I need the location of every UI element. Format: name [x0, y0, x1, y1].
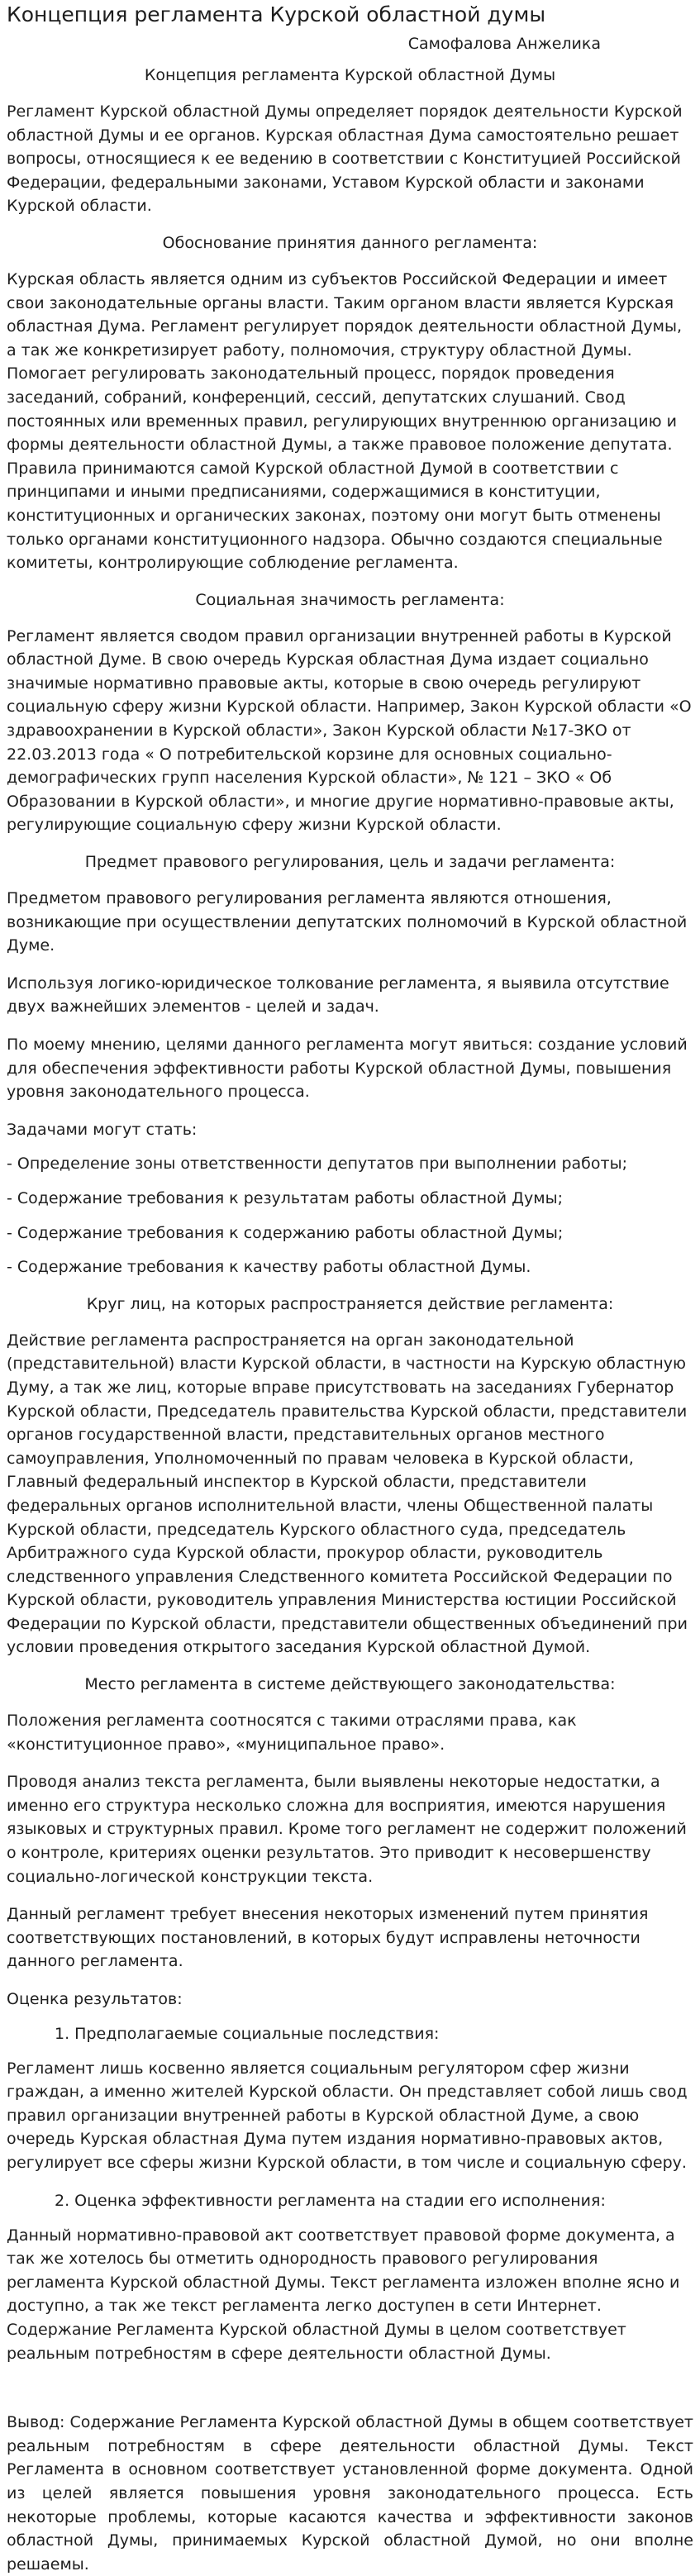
- subject-paragraph: Предметом правового регулирования регламента являются отношения, возникающие при осуществлении депутатских полномочий в Курской областной Думе.: [7, 889, 688, 955]
- social-consequences-paragraph: Регламент лишь косвенно является социальным регулятором сфер жизни граждан, а именно жителей Курской области. Он представляет собой лишь свод правил организации внутренней работы в Курской областной Думе, а свою очередь Курская областная Дума путем издания нормативно-правовых актов, регулирует все сферы жизни Курской области, в том числе и социальную сферу.: [7, 2059, 688, 2172]
- subheading-social-consequences: 1. Предполагаемые социальные последствия:: [55, 2024, 440, 2043]
- scope-paragraph: Действие регламента распространяется на орган законодательной (представительной) власти Курской области, в частности на Курскую областную Думу, а так же лиц, которые вправе присутствовать на заседаниях Губернатор Курской области, Председатель правительства Курской области, представители органов государственной власти, представительных органов местного самоуправления, Уполномоченный по правам человека в Курской области, Главный федеральный инспектор в Курской области, представители федеральных органов исполнительной власти, члены Общественной палаты Курской области, председатель Курского областного суда, председатель Арбитражного суда Курской области, прокурор области, руководитель следственного управления Следственного комитета Российской Федерации по Курской области, руководитель управления Министерства юстиции Российской Федерации по Курской области, представители общественных объединений при условии проведения открытого заседания Курской областной Думой.: [7, 1331, 688, 1657]
- document-title: Концепция регламента Курской областной думы: [7, 2, 546, 26]
- results-evaluation-label: Оценка результатов:: [7, 1990, 183, 2008]
- section-heading-justification: Обоснование принятия данного регламента:: [162, 233, 538, 252]
- author-name: Самофалова Анжелика: [407, 35, 601, 53]
- effectiveness-paragraph: Данный нормативно-правовой акт соответствует правовой форме документа, а так же хотелось бы отметить однородность правового регулирования регламента Курской областной Думы. Текст регламента изложен вполне ясно и доступно, а так же текст регламента легко доступен в сети Интернет. Содержание Регламента Курской областной Думы в целом соответствует реальным потребностям в сфере деятельности областной Думы.: [7, 2226, 680, 2363]
- justification-paragraph: Курская область является одним из субъектов Российской Федерации и имеет свои законодательные органы власти. Таким органом власти является Курская областная Дума. Регламент регулирует порядок деятельности областной Думы, а так же конкретизирует работу, полномочия, структуру областной Думы. Помогает регулировать законодательный процесс, порядок проведения заседаний, собраний, конференций, сессий, депутатских слушаний. Свод постоянных или временных правил, регулирующих внутреннюю организацию и формы деятельности областной Думы, а также правовое положение депутата. Правила принимаются самой Курской областной Думой в соответствии с принципами и иными предписаниями, содержащимися в конституции, конституционных и органических законах, поэтому они могут быть отменены только органами конституционного надзора. Обычно создаются специальные комитеты, контролирующие соблюдение регламента.: [7, 269, 683, 573]
- document-heading: Концепция регламента Курской областной Думы: [144, 66, 556, 84]
- task-item: - Содержание требования к содержанию работы областной Думы;: [7, 1223, 564, 1242]
- analysis-paragraph: Проводя анализ текста регламента, были выявлены некоторые недостатки, а именно его структура несколько сложна для восприятия, имеются нарушения языковых и структурных правил. Кроме того регламент не содержит положений о контроле, критериях оценки результатов. Это приводит к несовершенству социально-логической конструкции текста.: [7, 1773, 687, 1886]
- section-heading-scope: Круг лиц, на которых распространяется действие регламента:: [86, 1294, 614, 1313]
- changes-paragraph: Данный регламент требует внесения некоторых изменений путем принятия соответствующих постановлений, в которых будут исправлены неточности данного регламента.: [7, 1905, 649, 1971]
- section-heading-subject-goals: Предмет правового регулирования, цель и задачи регламента:: [84, 853, 616, 872]
- intro-paragraph: Регламент Курской областной Думы определяет порядок деятельности Курской областной Думы и ее органов. Курская областная Дума самостоятельно решает вопросы, относящиеся к ее ведению в соответствии с Конституцией Российской Федерации, федеральными законами, Уставом Курской области и законами Курской области.: [7, 102, 683, 216]
- section-heading-social-significance: Социальная значимость регламента:: [195, 590, 505, 609]
- task-item: - Содержание требования к результатам работы областной Думы;: [7, 1188, 563, 1207]
- social-significance-paragraph: Регламент является сводом правил организации внутренней работы в Курской областной Думе. В свою очередь Курская областная Дума издает социально значимые нормативно правовые акты, которые в свою очередь регулируют социальную сферу жизни Курской области. Например, Закон Курской области «О здравоохранении в Курской области», Закон Курской области №17-ЗКО от 22.03.2013 года « О потребительской корзине для основных социально-демографических групп населения Курской области», № 121 – ЗКО « Об Образовании в Курской области», и многие другие нормативно-правовые акты, регулирующие социальную сферу жизни Курской области.: [7, 626, 692, 835]
- goals-paragraph: По моему мнению, целями данного регламента могут явиться: создание условий для обеспечения эффективности работы Курской областной Думы, повышения уровня законодательного процесса.: [7, 1036, 688, 1102]
- missing-elements-paragraph: Используя логико-юридическое толкование регламента, я выявила отсутствие двух важнейших элементов - целей и задач.: [7, 974, 669, 1017]
- tasks-intro: Задачами могут стать:: [7, 1120, 198, 1139]
- spacer: [7, 2379, 693, 2411]
- task-item: - Содержание требования к качеству работы областной Думы.: [7, 1258, 531, 1277]
- conclusion-paragraph: Вывод: Содержание Регламента Курской областной Думы в общем соответствует реальным потребностям в сфере деятельности областной Думы. Текст Регламента в основном соответствует установленной форме документа. Одной из целей является повышения уровня законодательного процесса. Есть некоторые проблемы, которые касаются качества и эффективности законов областной Думы, принимаемых Курской областной Думой, но они вполне решаемы.: [7, 2413, 693, 2574]
- legal-branches-paragraph: Положения регламента соотносятся с такими отраслями права, как «конституционное право», «муниципальное право».: [7, 1712, 577, 1754]
- subheading-effectiveness: 2. Оценка эффективности регламента на стадии его исполнения:: [55, 2191, 606, 2210]
- task-item: - Определение зоны ответственности депутатов при выполнении работы;: [7, 1155, 627, 1174]
- section-heading-legal-place: Место регламента в системе действующего законодательства:: [84, 1675, 616, 1694]
